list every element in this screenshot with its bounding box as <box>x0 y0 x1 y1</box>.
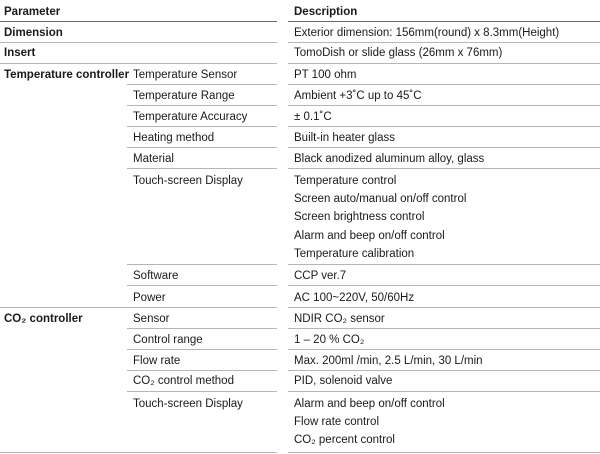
desc-flow-rate: Max. 200ml /min, 2.5 L/min, 30 L/min <box>294 355 483 367</box>
desc-line: Screen brightness control <box>294 211 425 224</box>
sub-touch-screen-display: Touch-screen Display <box>133 175 243 187</box>
row-divider <box>127 84 277 85</box>
row-divider <box>288 84 600 85</box>
row-divider <box>288 349 600 350</box>
desc-insert: TomoDish or slide glass (26mm x 76mm) <box>294 47 503 59</box>
sub-temperature-sensor: Temperature Sensor <box>133 69 238 81</box>
desc-control-range: 1 – 20 % CO₂ <box>294 334 365 346</box>
sub-power: Power <box>133 292 166 304</box>
param-insert: Insert <box>4 47 36 59</box>
row-divider <box>288 147 600 148</box>
desc-power: AC 100~220V, 50/60Hz <box>294 292 415 304</box>
row-divider <box>288 285 600 286</box>
desc-line: Alarm and beep on/off control <box>294 398 445 410</box>
row-divider <box>127 147 277 148</box>
row-divider <box>127 370 277 371</box>
desc-line: CO₂ percent control <box>294 434 395 447</box>
row-divider <box>288 370 600 371</box>
row-divider <box>127 126 277 127</box>
group-divider <box>0 307 277 308</box>
desc-temperature-sensor: PT 100 ohm <box>294 69 357 81</box>
desc-sensor: NDIR CO₂ sensor <box>294 313 385 325</box>
row-divider <box>288 168 600 169</box>
row-divider <box>288 63 600 64</box>
desc-software: CCP ver.7 <box>294 270 347 282</box>
sub-temperature-range: Temperature Range <box>133 90 235 102</box>
desc-dimension: Exterior dimension: 156mm(round) x 8.3mm(Height) <box>294 27 560 39</box>
sub-sensor: Sensor <box>133 313 170 325</box>
desc-line: Flow rate control <box>294 416 380 429</box>
header-parameter: Parameter <box>4 6 61 18</box>
sub-control-range: Control range <box>133 334 203 346</box>
row-divider <box>127 168 277 169</box>
desc-temperature-range: Ambient +3˚C up to 45˚C <box>294 90 422 102</box>
row-divider <box>288 126 600 127</box>
sub-flow-rate: Flow rate <box>133 355 181 367</box>
desc-temperature-accuracy: ± 0.1˚C <box>294 111 332 123</box>
group-temperature-controller: Temperature controller <box>4 69 130 81</box>
row-divider <box>127 285 277 286</box>
row-divider <box>127 349 277 350</box>
desc-material: Black anodized aluminum alloy, glass <box>294 153 485 165</box>
row-divider <box>0 63 277 64</box>
sub-touch-screen-display: Touch-screen Display <box>133 398 243 410</box>
desc-line: Screen auto/manual on/off control <box>294 193 467 206</box>
desc-line: Temperature control <box>294 175 397 187</box>
sub-material: Material <box>133 153 174 165</box>
header-divider-right <box>288 21 600 22</box>
desc-touch-screen-temperature <box>294 172 466 263</box>
group-co2-controller: CO₂ controller <box>4 313 83 325</box>
row-divider <box>0 42 277 43</box>
row-divider <box>127 264 277 265</box>
param-dimension: Dimension <box>4 27 63 39</box>
sub-software: Software <box>133 270 179 282</box>
sub-temperature-accuracy: Temperature Accuracy <box>133 111 248 123</box>
sub-heating-method: Heating method <box>133 132 215 144</box>
row-divider <box>288 391 600 392</box>
row-divider <box>288 264 600 265</box>
header-divider-left <box>0 21 277 22</box>
group-divider <box>288 307 600 308</box>
sub-co2-control-method: CO₂ control method <box>133 375 234 387</box>
row-divider <box>288 328 600 329</box>
row-divider <box>288 42 600 43</box>
desc-touch-screen-co2 <box>294 395 445 450</box>
desc-co2-control-method: PID, solenoid valve <box>294 375 393 387</box>
row-divider <box>127 328 277 329</box>
desc-line: Temperature calibration <box>294 247 415 260</box>
row-divider <box>127 105 277 106</box>
table-bottom-border <box>288 452 600 453</box>
desc-heating-method: Built-in heater glass <box>294 132 395 144</box>
row-divider <box>127 391 277 392</box>
header-description: Description <box>294 6 358 18</box>
row-divider <box>288 105 600 106</box>
desc-line: Alarm and beep on/off control <box>294 229 445 242</box>
table-bottom-border <box>0 452 277 453</box>
